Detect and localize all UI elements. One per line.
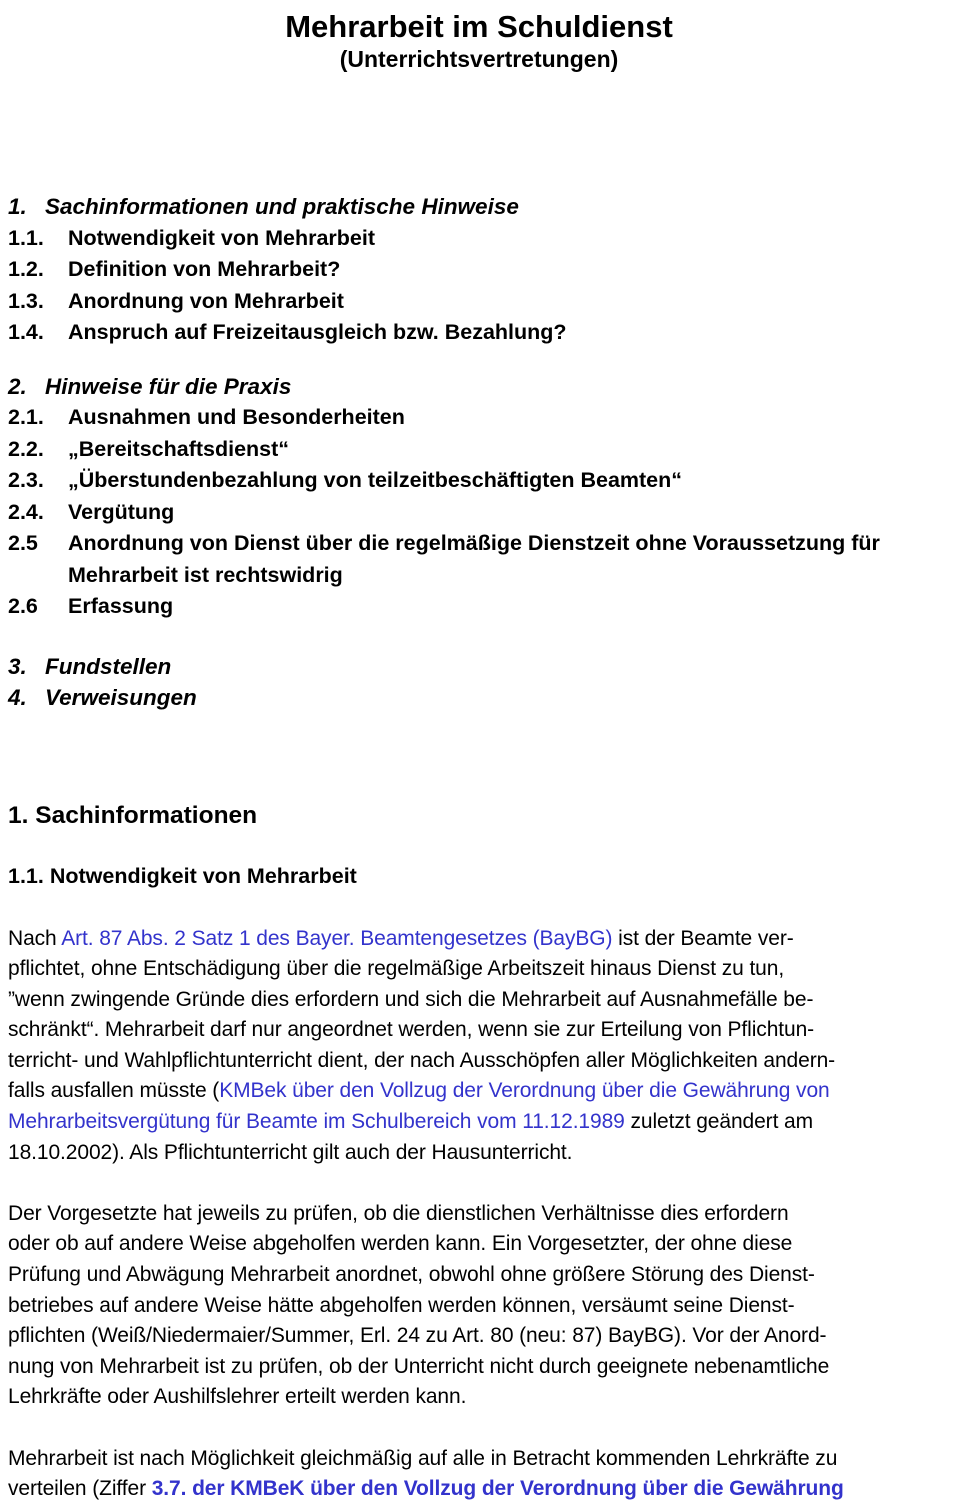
text-run: terricht- und Wahlpflichtunterricht dient, der nach Ausschöpfen aller Möglichkeiten andern- (8, 1048, 836, 1072)
toc-item-label: Erfassung (68, 594, 174, 618)
text-run: Prüfung und Abwägung Mehrarbeit anordnet, obwohl ohne größere Störung des Dienst- (8, 1263, 815, 1287)
toc-item-1-4 (8, 317, 950, 349)
toc-item-number: 1.4. (8, 320, 44, 344)
toc-section-label: Sachinformationen und praktische Hinweise (45, 194, 519, 219)
inline-link[interactable]: 3.7. der KMBeK über den Vollzug der Verordnung über die Gewährung (151, 1477, 844, 1501)
toc-section-1 (8, 191, 950, 223)
text-run: Nach (8, 926, 62, 950)
toc-item-number: 1.1. (8, 225, 44, 250)
toc-item-label: Definition von Mehrarbeit? (68, 257, 341, 281)
text-run: 18.10.2002). Als Pflichtunterricht gilt auch der Hausunterricht. (8, 1140, 573, 1164)
text-run: ”wenn zwingende Gründe dies erfordern und sich die Mehrarbeit auf Ausnahmefälle be- (8, 987, 814, 1011)
toc-item-2-5 (8, 528, 950, 591)
toc-item-1-3 (8, 286, 950, 318)
inline-link[interactable]: Art. 87 Abs. 2 Satz 1 des Bayer. Beamtengesetzes (BayBG) (61, 926, 613, 950)
toc-item-label: Anordnung von Dienst über die regelmäßige Dienstzeit ohne Voraussetzung für Mehrarbeit ist rechtswidrig (68, 531, 880, 587)
toc-item-1-2 (8, 254, 950, 286)
text-run: nung von Mehrarbeit ist zu prüfen, ob der Unterricht nicht durch geeignete nebenamtliche (8, 1354, 830, 1378)
text-run: ist der Beamte ver- (612, 926, 794, 950)
text-run: zuletzt geändert am (624, 1110, 814, 1134)
toc-item-number: 2.6 (8, 594, 38, 618)
toc-item-2-4 (8, 497, 950, 529)
text-run: schränkt“. Mehrarbeit darf nur angeordnet werden, wenn sie zur Erteilung von Pflichtun- (8, 1018, 815, 1042)
toc-item-number: 2.3. (8, 468, 44, 492)
text-run: falls ausfallen müsste ( (8, 1079, 220, 1103)
text-run: pflichtet, ohne Entschädigung über die regelmäßige Arbeitszeit hinaus Dienst zu tun, (8, 957, 785, 981)
toc-item-2-1 (8, 402, 950, 434)
document-title: Mehrarbeit im Schuldienst (285, 9, 673, 44)
toc-section-number: 1. (8, 194, 27, 219)
toc-item-number: 1.2. (8, 257, 44, 281)
toc-item-label: Notwendigkeit von Mehrarbeit (68, 225, 376, 250)
paragraph-3 (8, 1444, 950, 1505)
toc-item-label: „Überstundenbezahlung von teilzeitbeschäftigten Beamten“ (68, 468, 683, 492)
text-run: oder ob auf andere Weise abgeholfen werden kann. Ein Vorgesetzter, der ohne diese (8, 1232, 793, 1256)
toc-section-number: 2. (8, 373, 27, 399)
toc-item-2-6 (8, 591, 950, 623)
toc-item-label: „Bereitschaftsdienst“ (68, 436, 290, 461)
text-run: betriebes auf andere Weise hätte abgeholfen werden können, versäumt seine Dienst- (8, 1293, 795, 1317)
toc-item-2-2 (8, 434, 950, 466)
toc-item-label: Vergütung (68, 499, 175, 524)
inline-link[interactable]: KMBek über den Vollzug der Verordnung über die Gewährung von (219, 1079, 830, 1103)
toc-section-3 (8, 651, 950, 683)
text-run: pflichten (Weiß/Niedermaier/Summer, Erl. 24 zu Art. 80 (neu: 87) BayBG). Vor der Anord- (8, 1324, 827, 1348)
table-of-contents (8, 191, 950, 714)
toc-section-number: 3. (8, 653, 27, 679)
toc-item-label: Anordnung von Mehrarbeit (68, 288, 344, 313)
section-heading: 1. Sachinformationen (8, 801, 258, 829)
text-run: Der Vorgesetzte hat jeweils zu prüfen, ob die dienstlichen Verhältnisse dies erfordern (8, 1201, 789, 1225)
paragraph-2 (8, 1199, 950, 1413)
paragraph-1 (8, 924, 950, 1169)
toc-section-2 (8, 371, 950, 403)
inline-link[interactable]: Mehrarbeitsvergütung für Beamte im Schulbereich vom 11.12.1989 (8, 1110, 625, 1134)
document-subtitle: (Unterrichtsvertretungen) (339, 46, 619, 72)
toc-item-number: 1.3. (8, 288, 44, 313)
toc-item-number: 2.5 (8, 531, 38, 555)
toc-item-number: 2.2. (8, 436, 44, 461)
toc-item-label: Anspruch auf Freizeitausgleich bzw. Bezahlung? (68, 320, 567, 344)
text-run: verteilen (Ziffer (8, 1477, 152, 1501)
toc-section-label: Hinweise für die Praxis (45, 373, 292, 399)
toc-section-number: 4. (8, 685, 27, 710)
toc-item-number: 2.1. (8, 405, 44, 429)
toc-item-number: 2.4. (8, 499, 44, 524)
text-run: Mehrarbeit ist nach Möglichkeit gleichmäßig auf alle in Betracht kommenden Lehrkräfte zu (8, 1446, 838, 1470)
toc-item-2-3 (8, 465, 950, 497)
toc-item-label: Ausnahmen und Besonderheiten (68, 405, 405, 429)
toc-section-label: Fundstellen (45, 653, 172, 679)
subsection-heading: 1.1. Notwendigkeit von Mehrarbeit (8, 863, 357, 888)
text-run: Lehrkräfte oder Aushilfslehrer erteilt werden kann. (8, 1385, 467, 1409)
toc-section-label: Verweisungen (45, 685, 197, 710)
toc-section-4 (8, 682, 950, 714)
toc-item-1-1 (8, 223, 950, 255)
